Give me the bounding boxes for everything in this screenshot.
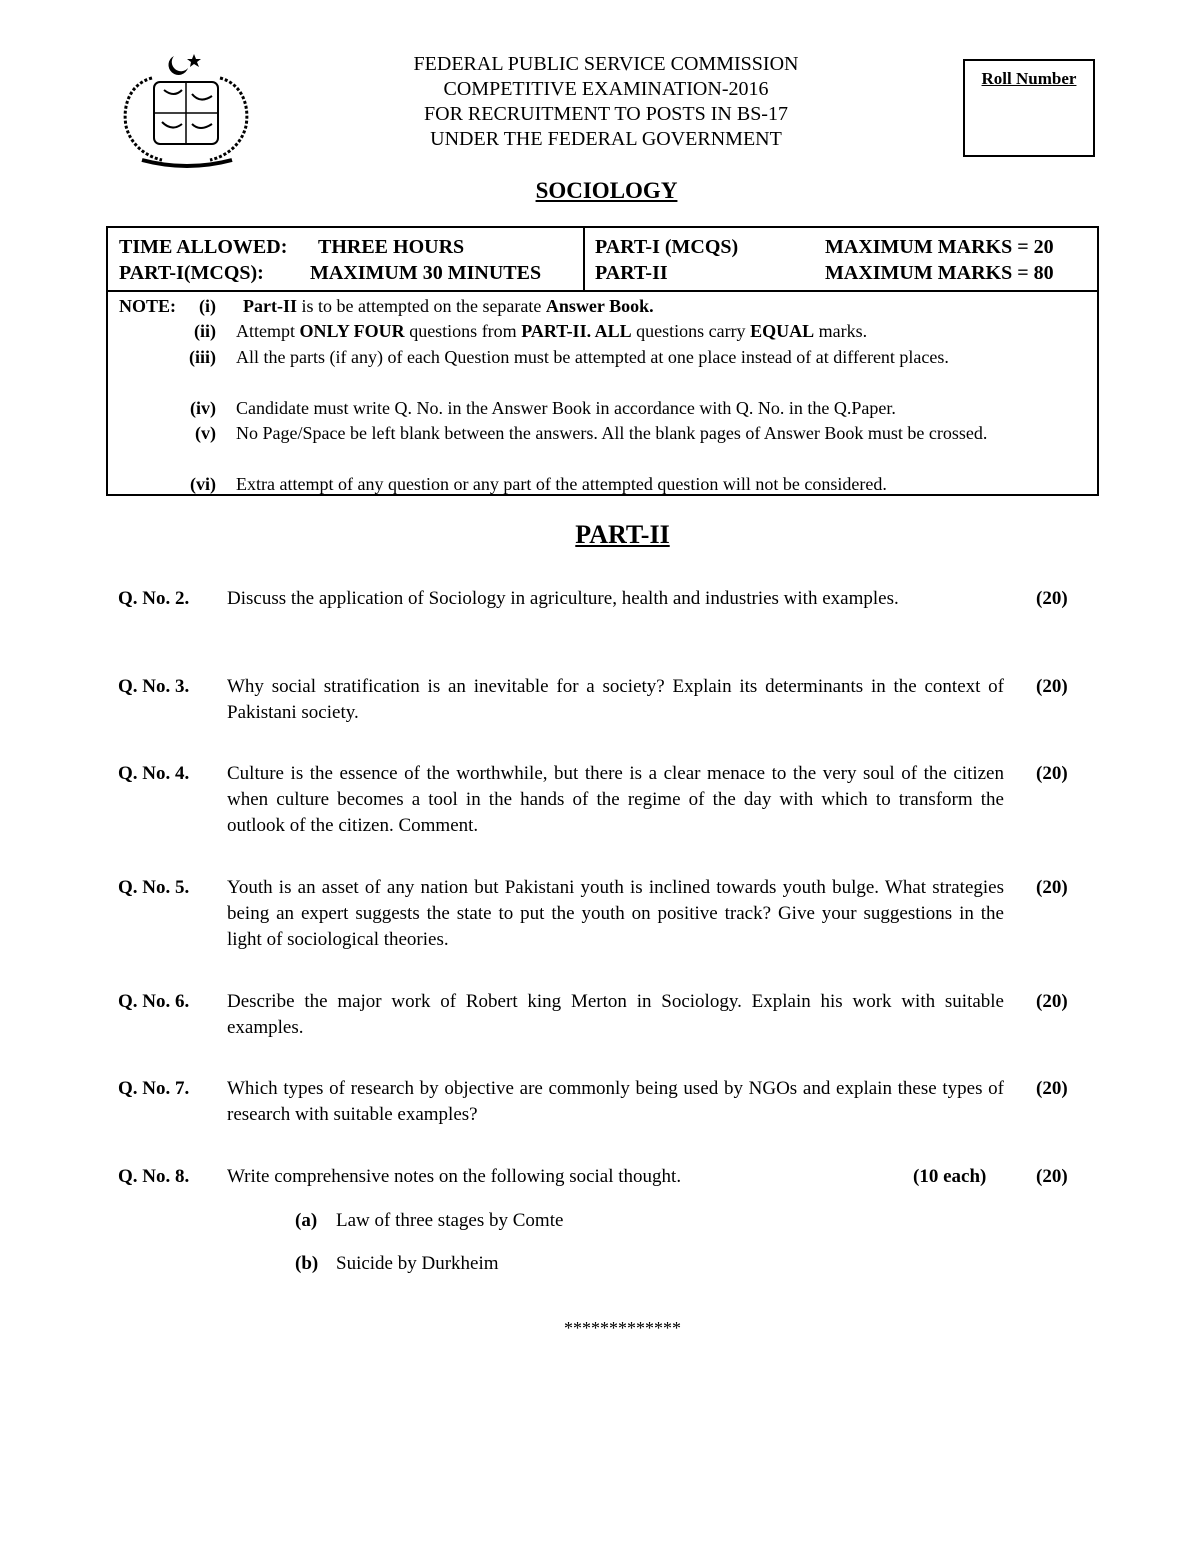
note-text: Extra attempt of any question or any part of the attempted question will not be considered.: [236, 474, 887, 494]
question-number: Q. No. 7.: [118, 1078, 190, 1099]
header-line-4: UNDER THE FEDERAL GOVERNMENT: [430, 128, 782, 150]
note-number: (iii): [189, 347, 216, 367]
note-text: Attempt ONLY FOUR questions from PART-II. ALL questions carry EQUAL marks.: [236, 321, 868, 341]
subpart-label: (a): [295, 1210, 318, 1231]
question-text: Youth is an asset of any nation but Pakistani youth is inclined towards youth bulge. What strategies being an expert suggests the state to put the youth on positive track? Give your suggestions in the light of sociological theories.: [227, 877, 1004, 950]
time-allowed-label: TIME ALLOWED:: [119, 236, 288, 258]
sub-marks: (10 each): [913, 1166, 987, 1187]
question-marks: (20): [1036, 1166, 1068, 1187]
note-number: (ii): [194, 321, 216, 341]
question-number: Q. No. 8.: [118, 1166, 190, 1187]
roll-number-label: Roll Number: [981, 69, 1077, 88]
subject-title: SOCIOLOGY: [535, 178, 678, 203]
subpart-text: Law of three stages by Comte: [336, 1210, 564, 1231]
exam-header: [300, 52, 912, 152]
note-text: Part-II is to be attempted on the separate Answer Book.: [243, 296, 654, 316]
part1-label: PART-I (MCQS): [595, 236, 739, 258]
question-marks: (20): [1036, 877, 1068, 898]
question-text: Why social stratification is an inevitable for a society? Explain its determinants in the context of Pakistani society.: [227, 676, 1004, 723]
note-text: Candidate must write Q. No. in the Answer Book in accordance with Q. No. in the Q.Paper.: [236, 398, 896, 418]
note-label: NOTE:: [119, 296, 177, 316]
question-marks: (20): [1036, 676, 1068, 697]
note-number: (v): [195, 423, 216, 443]
part1-marks: MAXIMUM MARKS = 20: [825, 236, 1054, 258]
mcq-time-label: PART-I(MCQS):: [119, 262, 264, 284]
question-number: Q. No. 4.: [118, 763, 190, 784]
question-text: Which types of research by objective are commonly being used by NGOs and explain these types of research with suitable examples?: [227, 1078, 1004, 1125]
header-line-2: COMPETITIVE EXAMINATION-2016: [443, 78, 769, 100]
question-number: Q. No. 2.: [118, 588, 190, 609]
question-number: Q. No. 6.: [118, 991, 190, 1012]
end-of-paper-mark: *************: [564, 1318, 681, 1338]
question-number: Q. No. 3.: [118, 676, 190, 697]
question-text: Write comprehensive notes on the following social thought.: [227, 1166, 682, 1187]
question-marks: (20): [1036, 763, 1068, 784]
column-divider: [583, 228, 585, 290]
note-number: (iv): [190, 398, 216, 418]
note-number: (vi): [190, 474, 216, 494]
exam-info-table: [106, 226, 1099, 496]
subpart-text: Suicide by Durkheim: [336, 1253, 499, 1274]
question-marks: (20): [1036, 1078, 1068, 1099]
question-marks: (20): [1036, 991, 1068, 1012]
subpart-label: (b): [295, 1253, 319, 1274]
header-line-3: FOR RECRUITMENT TO POSTS IN BS-17: [424, 103, 788, 125]
roll-number-box[interactable]: [963, 59, 1095, 157]
question-marks: (20): [1036, 588, 1068, 609]
part-title: PART-II: [575, 520, 670, 549]
note-text: No Page/Space be left blank between the answers. All the blank pages of Answer Book must be crossed.: [236, 423, 988, 443]
question-text: Discuss the application of Sociology in agriculture, health and industries with examples.: [227, 588, 899, 609]
government-emblem: [112, 48, 262, 173]
part2-label: PART-II: [595, 262, 668, 284]
note-number: (i): [199, 296, 216, 316]
info-header-row: [108, 228, 1097, 292]
header-line-1: FEDERAL PUBLIC SERVICE COMMISSION: [413, 53, 799, 75]
mcq-time-value: MAXIMUM 30 MINUTES: [310, 262, 542, 284]
question-number: Q. No. 5.: [118, 877, 190, 898]
question-text: Culture is the essence of the worthwhile, but there is a clear menace to the very soul of the citizen when culture becomes a tool in the hands of the regime of the day with which to transform the outlook of the citizen. Comment.: [227, 763, 1004, 836]
question-text: Describe the major work of Robert king Merton in Sociology. Explain his work with suitable examples.: [227, 991, 1004, 1038]
time-allowed-value: THREE HOURS: [318, 236, 465, 258]
part2-marks: MAXIMUM MARKS = 80: [825, 262, 1054, 284]
note-text: All the parts (if any) of each Question must be attempted at one place instead of at different places.: [236, 347, 949, 367]
